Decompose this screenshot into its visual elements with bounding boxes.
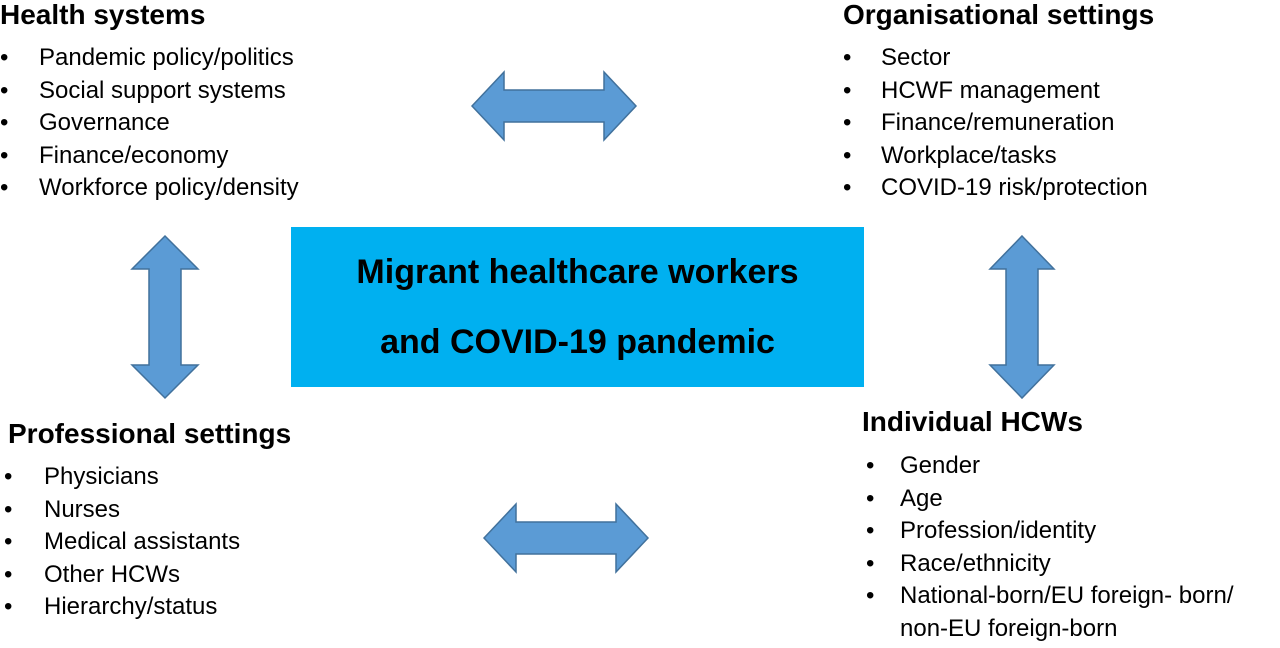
list-item: • HCWF management (843, 75, 1154, 108)
bullet-icon: • (866, 484, 875, 512)
bullet-icon: • (843, 109, 852, 137)
central-topic-box (291, 227, 864, 387)
list-item: • Other HCWs (0, 559, 291, 592)
list-item: • Workplace/tasks (843, 140, 1154, 173)
bullet-icon: • (0, 141, 9, 169)
individual-hcws-list (862, 450, 1234, 646)
health-systems-title: Health systems (0, 0, 206, 30)
list-item: • Profession/identity (862, 515, 1234, 548)
list-item: • Sector (843, 42, 1154, 75)
bullet-icon: • (0, 44, 9, 71)
bullet-icon: • (4, 560, 13, 588)
bullet-icon: • (866, 452, 875, 479)
list-item: • Race/ethnicity (862, 548, 1234, 581)
list-item: • Gender (862, 450, 1234, 483)
bullet-icon: • (4, 495, 13, 523)
bullet-icon: • (843, 141, 852, 169)
bullet-icon: • (4, 528, 13, 556)
professional-settings-list (0, 461, 291, 624)
bullet-icon: • (0, 174, 9, 202)
bullet-icon: • (4, 593, 13, 621)
health-systems-block (0, 0, 299, 205)
arrow-health-org (472, 72, 636, 140)
list-item: • Medical assistants (0, 526, 291, 559)
list-item: • Finance/economy (0, 140, 299, 173)
professional-settings-block (0, 419, 291, 624)
list-item: non-EU foreign-born (900, 614, 1118, 642)
bullet-icon: • (0, 76, 9, 104)
list-item: • Social support systems (0, 75, 299, 108)
organisational-settings-block (843, 0, 1154, 205)
list-item: • Nurses (0, 494, 291, 527)
bullet-icon: • (843, 76, 852, 104)
bullet-icon: • (866, 549, 875, 577)
organisational-settings-list (843, 42, 1154, 205)
list-item: • Physicians (0, 461, 291, 494)
organisational-settings-title: Organisational settings (843, 0, 1155, 30)
bullet-icon: • (4, 463, 13, 490)
list-item: • Workforce policy/density (0, 172, 299, 205)
bullet-icon: • (843, 44, 852, 71)
bullet-icon: • (866, 517, 875, 545)
list-item: • Age (862, 483, 1234, 516)
central-topic-line-1: Migrant healthcare workers (356, 253, 799, 291)
individual-hcws-block (862, 407, 1234, 646)
professional-settings-title: Professional settings (8, 418, 292, 449)
double-arrow-horizontal-icon (484, 504, 648, 572)
bullet-icon: • (866, 582, 875, 610)
list-item: • National-born/EU foreign- born/ (862, 580, 1234, 613)
arrow-professional-individual (484, 504, 648, 572)
individual-hcws-title: Individual HCWs (862, 406, 1083, 437)
list-item: • COVID-19 risk/protection (843, 172, 1154, 205)
bullet-icon: • (0, 109, 9, 137)
arrow-org-individual (990, 236, 1054, 398)
list-item: • Pandemic policy/politics (0, 42, 299, 75)
list-item: • Hierarchy/status (0, 591, 291, 624)
bullet-icon: • (843, 174, 852, 202)
health-systems-list (0, 42, 299, 205)
central-topic-title (356, 237, 798, 377)
list-item: • Finance/remuneration (843, 107, 1154, 140)
list-item: • Governance (0, 107, 299, 140)
double-arrow-vertical-icon (132, 236, 198, 398)
central-topic-line-2: and COVID-19 pandemic (380, 323, 775, 361)
arrow-health-professional (132, 236, 198, 398)
double-arrow-vertical-icon (990, 236, 1054, 398)
double-arrow-horizontal-icon (472, 72, 636, 140)
